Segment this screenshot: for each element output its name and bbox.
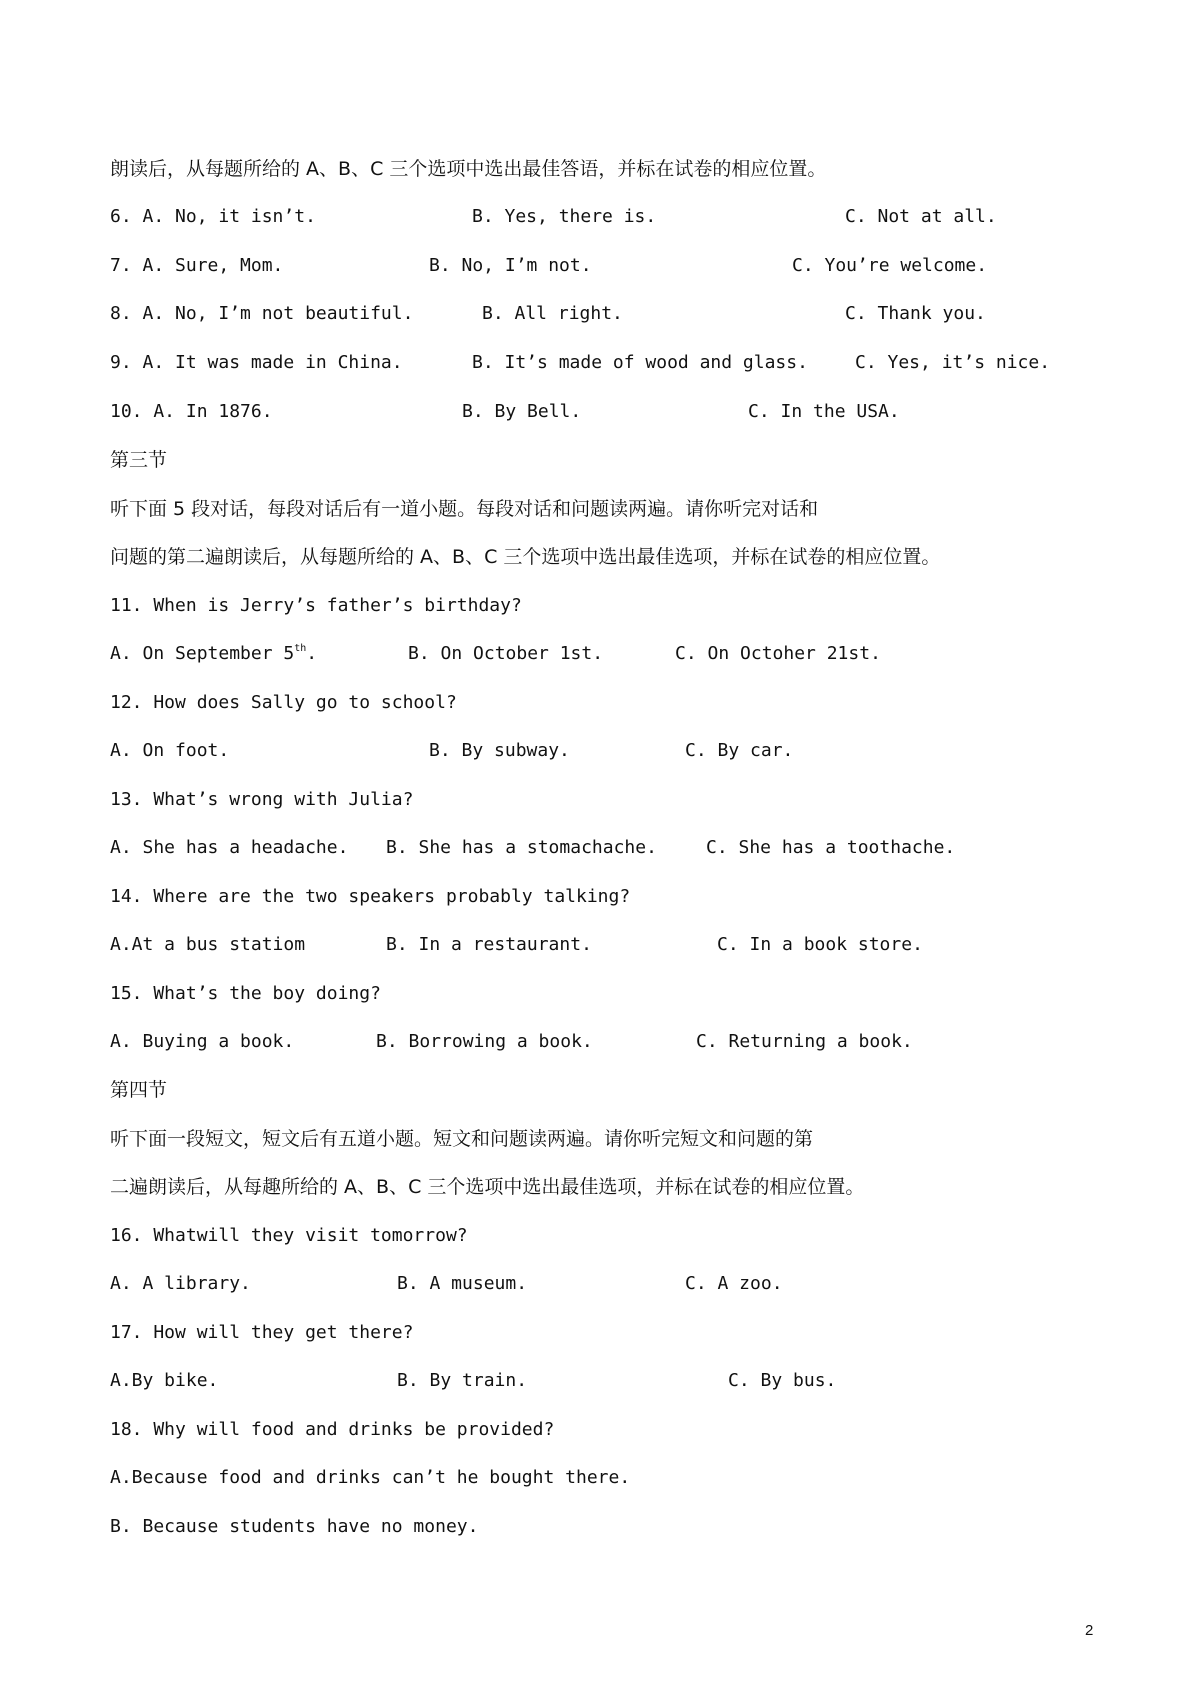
q18-option-a: A.Because food and drinks can’t he bought there.: [110, 1467, 631, 1488]
question-14: 14. Where are the two speakers probably talking?: [110, 886, 631, 907]
section4-title: 第四节: [110, 1079, 168, 1101]
q13-option-b: B. She has a stomachache.: [386, 837, 657, 858]
q15-option-a: A. Buying a book.: [110, 1031, 295, 1052]
section4-instruction-2: 二遍朗读后，从每趣所给的 A、B、C 三个选项中选出最佳选项，并标在试卷的相应位置。: [110, 1176, 865, 1198]
q15-option-c: C. Returning a book.: [696, 1031, 913, 1052]
question-6-options: [110, 205, 1110, 229]
question-13-options: [110, 836, 1110, 860]
section2-instruction-tail: 朗读后，从每题所给的 A、B、C 三个选项中选出最佳答语，并标在试卷的相应位置。: [110, 158, 827, 180]
page-number: 2: [1085, 1622, 1094, 1639]
q11-option-c: C. On Octoher 21st.: [675, 643, 881, 664]
q9-option-b: B. It’s made of wood and glass.: [472, 352, 808, 373]
q16-option-c: C. A zoo.: [685, 1273, 783, 1294]
q14-option-b: B. In a restaurant.: [386, 934, 592, 955]
question-10-options: [110, 400, 1110, 424]
q13-option-a: A. She has a headache.: [110, 837, 349, 858]
q6-option-a: 6. A. No, it isn’t.: [110, 206, 316, 227]
q16-option-a: A. A library.: [110, 1273, 251, 1294]
q13-option-c: C. She has a toothache.: [706, 837, 956, 858]
q11-option-b: B. On October 1st.: [408, 643, 604, 664]
q12-option-c: C. By car.: [685, 740, 794, 761]
q18-option-b: B. Because students have no money.: [110, 1516, 479, 1537]
question-15: 15. What’s the boy doing?: [110, 983, 381, 1004]
q17-option-a: A.By bike.: [110, 1370, 219, 1391]
question-13: 13. What’s wrong with Julia?: [110, 789, 414, 810]
q12-option-b: B. By subway.: [429, 740, 570, 761]
question-12: 12. How does Sally go to school?: [110, 692, 457, 713]
question-17: 17. How will they get there?: [110, 1322, 414, 1343]
q8-option-a: 8. A. No, I’m not beautiful.: [110, 303, 414, 324]
q6-option-c: C. Not at all.: [845, 206, 997, 227]
question-12-options: [110, 739, 1110, 763]
question-14-options: [110, 933, 1110, 957]
q7-option-a: 7. A. Sure, Mom.: [110, 255, 284, 276]
q17-option-c: C. By bus.: [728, 1370, 837, 1391]
q14-option-a: A.At a bus statiom: [110, 934, 306, 955]
q6-option-b: B. Yes, there is.: [472, 206, 657, 227]
q11-option-a: A. On September 5th.: [110, 643, 318, 664]
q8-option-c: C. Thank you.: [845, 303, 986, 324]
question-16: 16. Whatwill they visit tomorrow?: [110, 1225, 468, 1246]
q16-option-b: B. A museum.: [397, 1273, 528, 1294]
q8-option-b: B. All right.: [482, 303, 623, 324]
question-8-options: [110, 302, 1110, 326]
question-17-options: [110, 1369, 1110, 1393]
q15-option-b: B. Borrowing a book.: [376, 1031, 593, 1052]
section4-instruction-1: 听下面一段短文，短文后有五道小题。短文和问题读两遍。请你听完短文和问题的第: [110, 1128, 814, 1150]
question-11: 11. When is Jerry’s father’s birthday?: [110, 595, 522, 616]
section3-instruction-1: 听下面 5 段对话，每段对话后有一道小题。每段对话和问题读两遍。请你听完对话和: [110, 498, 819, 520]
q7-option-b: B. No, I’m not.: [429, 255, 592, 276]
q7-option-c: C. You’re welcome.: [792, 255, 988, 276]
q10-option-a: 10. A. In 1876.: [110, 401, 273, 422]
question-11-options: [110, 642, 1110, 666]
q9-option-c: C. Yes, it’s nice.: [855, 352, 1051, 373]
q17-option-b: B. By train.: [397, 1370, 528, 1391]
question-9-options: [110, 351, 1110, 375]
section3-instruction-2: 问题的第二遍朗读后，从每题所给的 A、B、C 三个选项中选出最佳选项，并标在试卷的相应位置。: [110, 546, 941, 568]
q10-option-c: C. In the USA.: [748, 401, 900, 422]
q12-option-a: A. On foot.: [110, 740, 230, 761]
question-18: 18. Why will food and drinks be provided?: [110, 1419, 555, 1440]
question-15-options: [110, 1030, 1110, 1054]
q9-option-a: 9. A. It was made in China.: [110, 352, 403, 373]
q10-option-b: B. By Bell.: [462, 401, 582, 422]
q14-option-c: C. In a book store.: [717, 934, 923, 955]
section3-title: 第三节: [110, 449, 168, 471]
question-7-options: [110, 254, 1110, 278]
question-16-options: [110, 1272, 1110, 1296]
